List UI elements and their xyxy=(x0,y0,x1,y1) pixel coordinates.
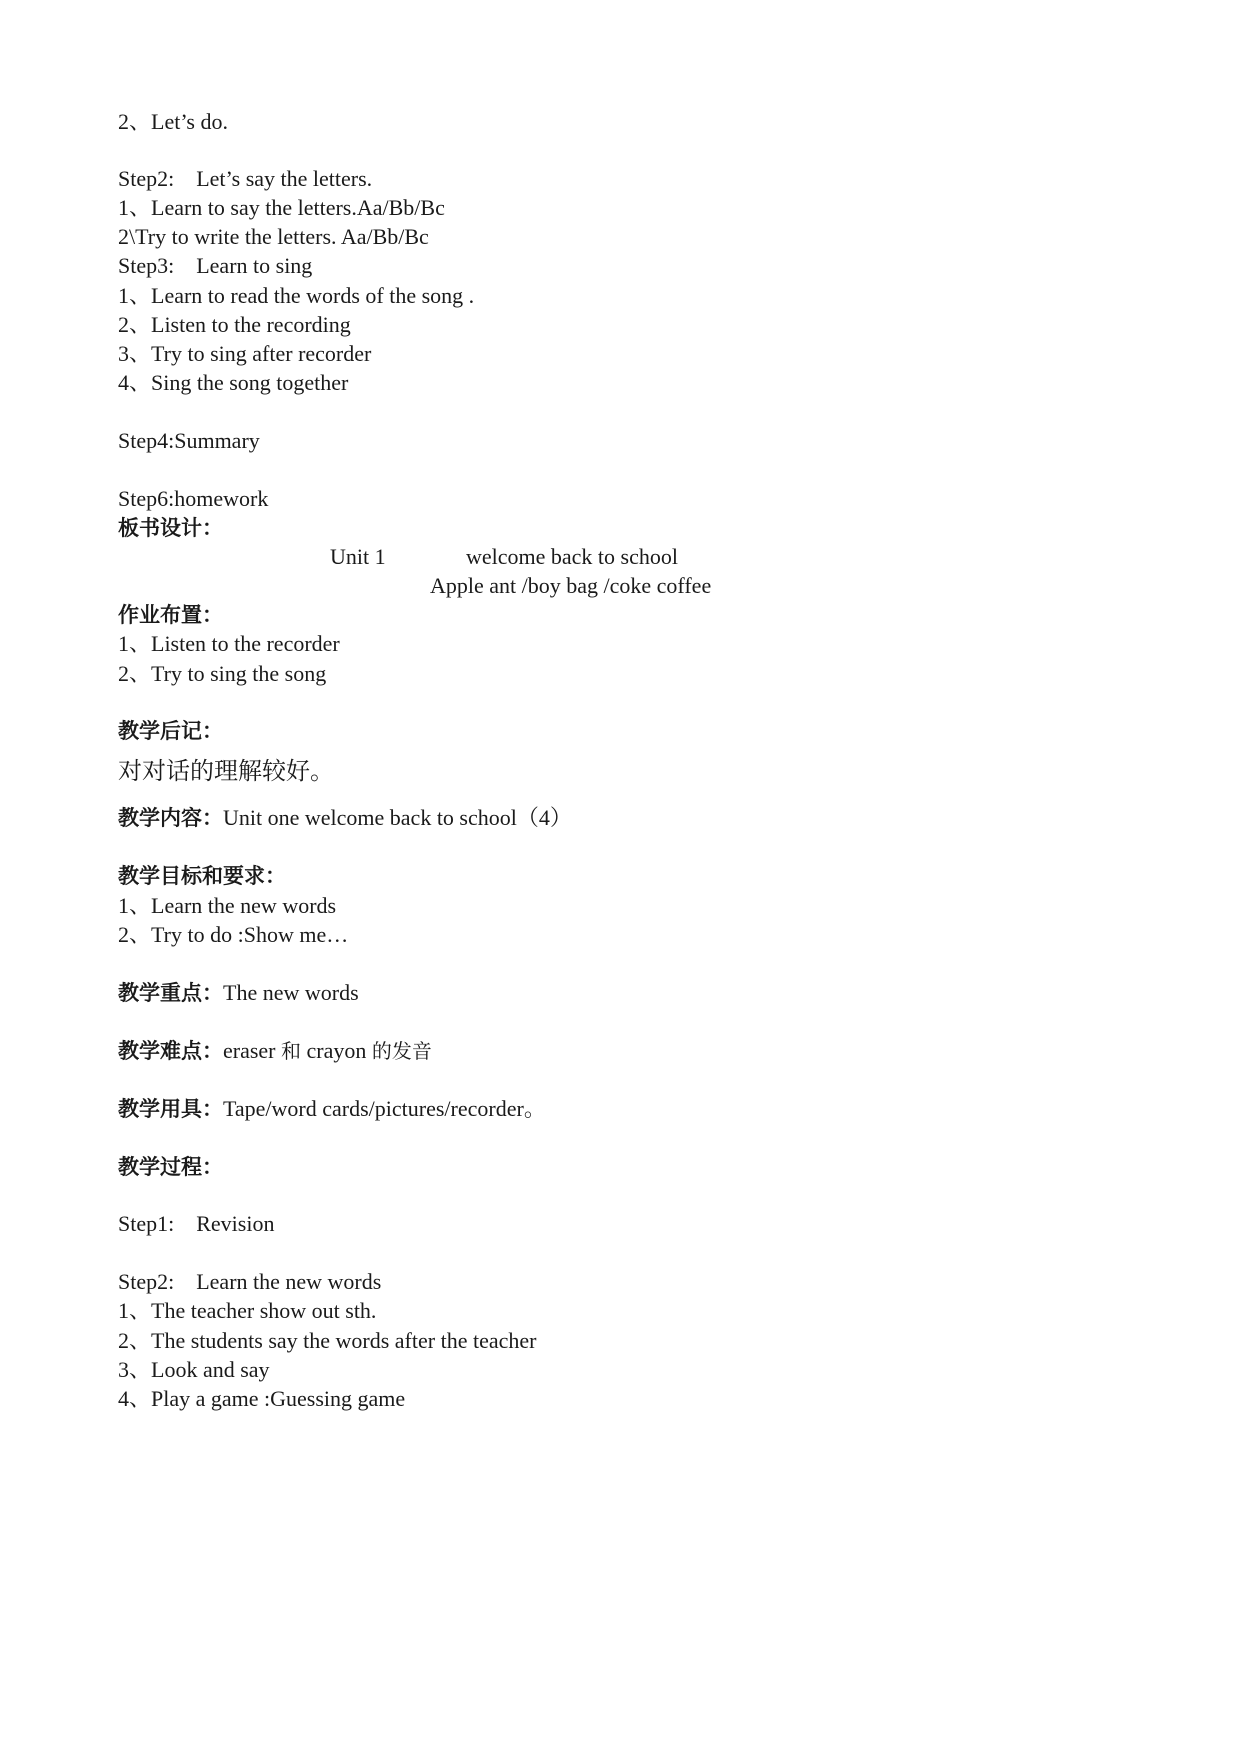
step-heading: Step3: Learn to sing xyxy=(118,253,313,278)
text-line: 1、Listen to the recorder xyxy=(118,631,340,656)
step-heading: Step2: Let’s say the letters. xyxy=(118,166,373,191)
value-a: eraser xyxy=(223,1038,282,1063)
value-d: 的发音 xyxy=(371,1039,432,1063)
board-words: Apple ant /boy bag /coke coffee xyxy=(430,573,712,598)
text-line: 2\Try to write the letters. Aa/Bb/Bc xyxy=(118,224,429,249)
board-title: welcome back to school xyxy=(466,544,678,569)
value: Tape/word cards/pictures/recorder。 xyxy=(223,1096,546,1121)
step-heading: Step1: Revision xyxy=(118,1211,275,1236)
value-c: crayon xyxy=(301,1038,372,1063)
text-line: 4、Play a game :Guessing game xyxy=(118,1386,406,1411)
section-heading-board-design: 板书设计： xyxy=(118,516,223,540)
teaching-aids xyxy=(118,1095,546,1123)
step-heading: Step6:homework xyxy=(118,486,269,511)
text-line: 1、Learn to say the letters.Aa/Bb/Bc xyxy=(118,195,445,220)
text-line: 3、Look and say xyxy=(118,1357,270,1382)
text-line: 2、Listen to the recording xyxy=(118,312,351,337)
section-heading-process: 教学过程： xyxy=(118,1155,223,1179)
value: The new words xyxy=(223,980,359,1005)
label: 教学内容： xyxy=(118,806,223,830)
text-line: 2、Let’s do. xyxy=(118,109,228,134)
board-unit: Unit 1 xyxy=(330,544,386,569)
text-line: 1、Learn to read the words of the song . xyxy=(118,283,475,308)
text-line: 1、Learn the new words xyxy=(118,893,337,918)
reflection-text: 对对话的理解较好。 xyxy=(118,757,334,785)
value: Unit one welcome back to school（4） xyxy=(223,805,572,830)
text-line: 1、The teacher show out sth. xyxy=(118,1298,377,1323)
value-b: 和 xyxy=(281,1039,302,1063)
text-line: 2、Try to sing the song xyxy=(118,661,327,686)
teaching-content xyxy=(118,804,572,832)
step-heading: Step2: Learn the new words xyxy=(118,1269,382,1294)
text-line: 2、Try to do :Show me… xyxy=(118,922,349,947)
text-line: 2、The students say the words after the teacher xyxy=(118,1328,537,1353)
text-line: 4、Sing the song together xyxy=(118,370,349,395)
label: 教学重点： xyxy=(118,981,223,1005)
section-heading-reflection: 教学后记： xyxy=(118,719,223,743)
section-heading-objectives: 教学目标和要求： xyxy=(118,864,286,888)
step-heading: Step4:Summary xyxy=(118,428,260,453)
label: 教学难点： xyxy=(118,1039,223,1063)
text-line: 3、Try to sing after recorder xyxy=(118,341,372,366)
label: 教学用具： xyxy=(118,1097,223,1121)
key-points xyxy=(118,979,359,1007)
section-heading-homework: 作业布置： xyxy=(118,603,223,627)
difficult-points xyxy=(118,1037,432,1065)
